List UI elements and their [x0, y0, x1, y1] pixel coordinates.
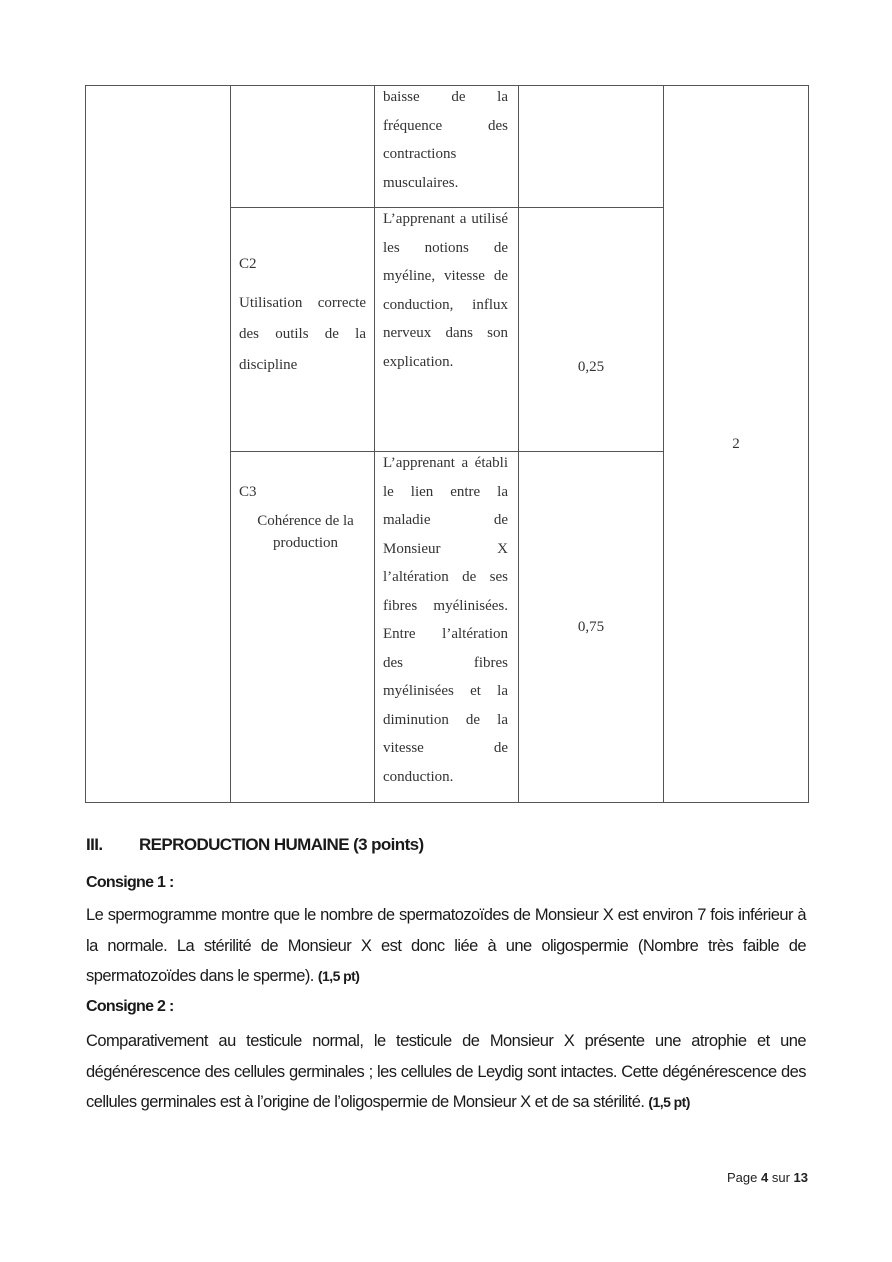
- points-cell: [519, 452, 664, 803]
- criterion-cell: [231, 452, 375, 803]
- total-points: 2: [732, 435, 740, 452]
- consigne-2-label: Consigne 2 :: [86, 998, 174, 1015]
- empty-cell: [86, 86, 231, 803]
- footer-middle: sur: [771, 1170, 790, 1185]
- points-value: 0,25: [577, 358, 605, 375]
- consigne-2-paragraph: [86, 1026, 806, 1118]
- indicator-cell: [375, 86, 519, 208]
- consigne-2-text: Comparativement au testicule normal, le testicule de Monsieur X présente une atrophie et une dégénérescence des cellules germinales ; les cellules de Leydig sont intactes. Cette dégénérescence des cellules germinales est à l’origine de l’oligospermie de Monsieur X et de sa stérilité.: [86, 1032, 806, 1111]
- section-title-text: REPRODUCTION HUMAINE (3 points): [139, 835, 424, 854]
- indicator-text: baisse de la fréquence des contractions musculaires.: [383, 89, 508, 191]
- footer-prefix: Page: [726, 1170, 758, 1185]
- criterion-name: Utilisation correcte des outils de la discipline: [239, 295, 366, 373]
- criterion-cell: [231, 208, 375, 452]
- total-points-cell: [664, 86, 809, 803]
- consigne-1-points: (1,5 pt): [317, 968, 360, 984]
- criterion-code: C3: [239, 484, 257, 500]
- indicator-cell: [375, 452, 519, 803]
- grading-table: [85, 85, 809, 803]
- footer-page-number: 4: [760, 1170, 769, 1185]
- consigne-1-paragraph: [86, 900, 806, 992]
- consigne-2-points: (1,5 pt): [648, 1094, 690, 1110]
- consigne-1-label: Consigne 1 :: [86, 874, 174, 891]
- empty-cell: [519, 86, 664, 208]
- indicator-text: L’apprenant a utilisé les notions de myéline, vitesse de conduction, influx nerveux dans son explication.: [383, 211, 508, 370]
- points-value: 0,75: [577, 618, 605, 635]
- page-footer: [727, 1170, 808, 1185]
- criterion-name: Cohérence de la production: [257, 513, 354, 551]
- indicator-text: L’apprenant a établi le lien entre la maladie de Monsieur X l’altération de ses fibres myélinisées. Entre l’altération des fibres myélinisées et la diminution de la vitesse de conduction.: [383, 455, 508, 785]
- consigne-1-text: Le spermogramme montre que le nombre de spermatozoïdes de Monsieur X est environ 7 fois inférieur à la normale. La stérilité de Monsieur X est donc liée à une oligospermie (Nombre très faible de spermatozoïdes dans le sperme).: [86, 906, 806, 985]
- section-title: [86, 835, 424, 855]
- table-row: [86, 86, 809, 208]
- section-number: III.: [86, 835, 103, 854]
- indicator-cell: [375, 208, 519, 452]
- points-cell: [519, 208, 664, 452]
- criterion-code: C2: [239, 256, 257, 272]
- footer-total-pages: 13: [793, 1170, 808, 1185]
- empty-cell: [231, 86, 375, 208]
